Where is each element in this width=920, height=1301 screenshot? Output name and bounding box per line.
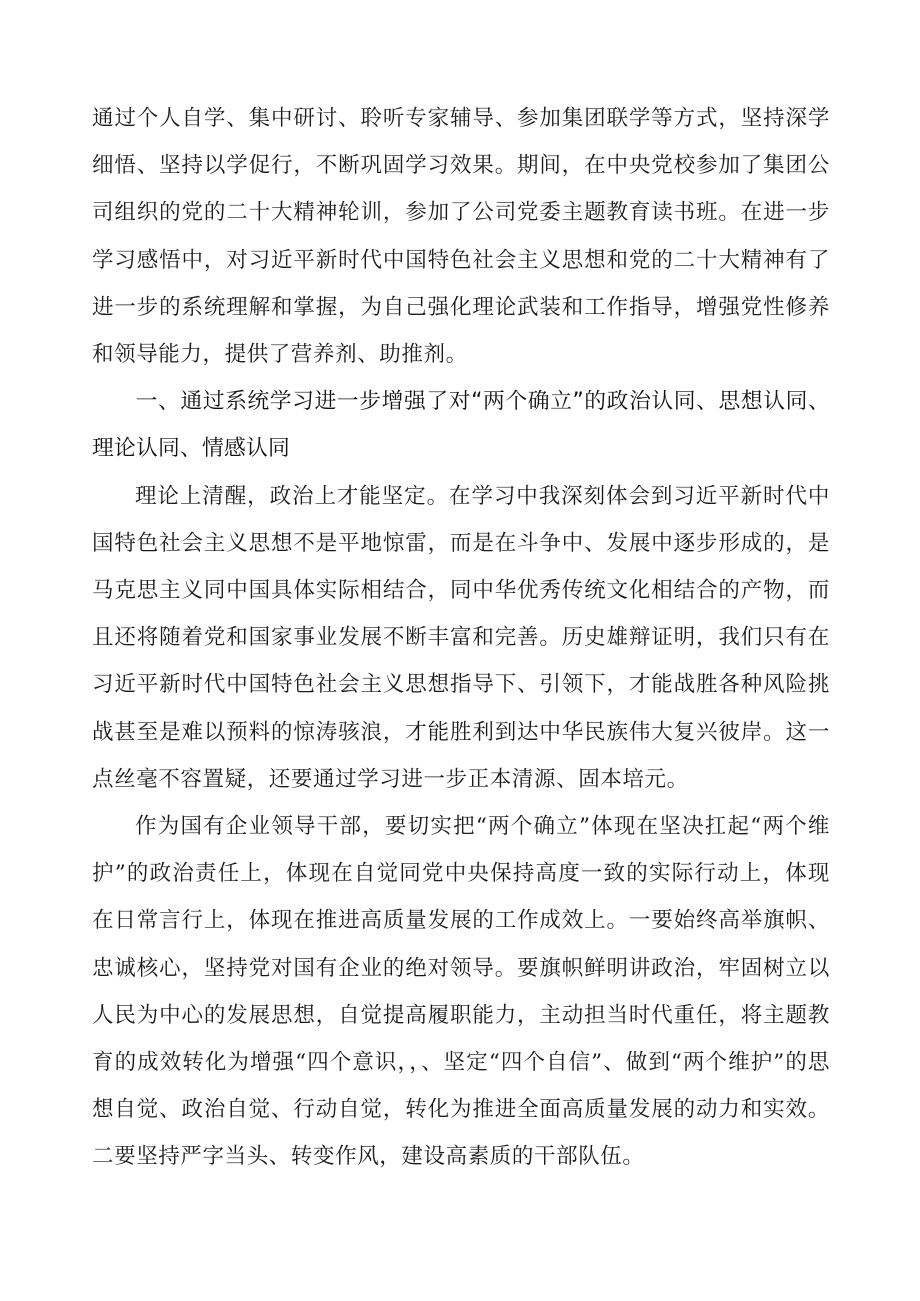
- document-body: [92, 95, 830, 1181]
- paragraph-theory: 理论上清醒，政治上才能坚定。在学习中我深刻体会到习近平新时代中国特色社会主义思想不是平地惊雷，而是在斗争中、发展中逐步形成的，是马克思主义同中国具体实际相结合，同中华优秀传统文化相结合的产物，而且还将随着党和国家事业发展不断丰富和完善。历史雄辩证明，我们只有在习近平新时代中国特色社会主义思想指导下、引领下，才能战胜各种风险挑战甚至是难以预料的惊涛骇浪，才能胜利到达中华民族伟大复兴彼岸。这一点丝毫不容置疑，还要通过学习进一步正本清源、固本培元。: [92, 483, 830, 792]
- paragraph-intro: 通过个人自学、集中研讨、聆听专家辅导、参加集团联学等方式，坚持深学细悟、坚持以学促行，不断巩固学习效果。期间，在中央党校参加了集团公司组织的党的二十大精神轮训，参加了公司党委主题教育读书班。在进一步学习感悟中，对习近平新时代中国特色社会主义思想和党的二十大精神有了进一步的系统理解和掌握，为自己强化理论武装和工作指导，增强党性修养和领导能力，提供了营养剂、助推剂。: [92, 106, 830, 368]
- section-heading: 一、通过系统学习进一步增强了对“两个确立”的政治认同、思想认同、理论认同、情感认同: [92, 389, 830, 462]
- paragraph-leadership: 作为国有企业领导干部，要切实把“两个确立”体现在坚决扛起“两个维护”的政治责任上，体现在自觉同党中央保持高度一致的实际行动上，体现在日常言行上，体现在推进高质量发展的工作成效上。一要始终高举旗帜、忠诚核心，坚持党对国有企业的绝对领导。要旗帜鲜明讲政治，牢固树立以人民为中心的发展思想，自觉提高履职能力，主动担当时代重任，将主题教育的成效转化为增强“四个意识，，、坚定“四个自信”、做到“两个维护”的思想自觉、政治自觉、行动自觉，转化为推进全面高质量发展的动力和实效。二要坚持严字当头、转变作风，建设高素质的干部队伍。: [92, 814, 830, 1170]
